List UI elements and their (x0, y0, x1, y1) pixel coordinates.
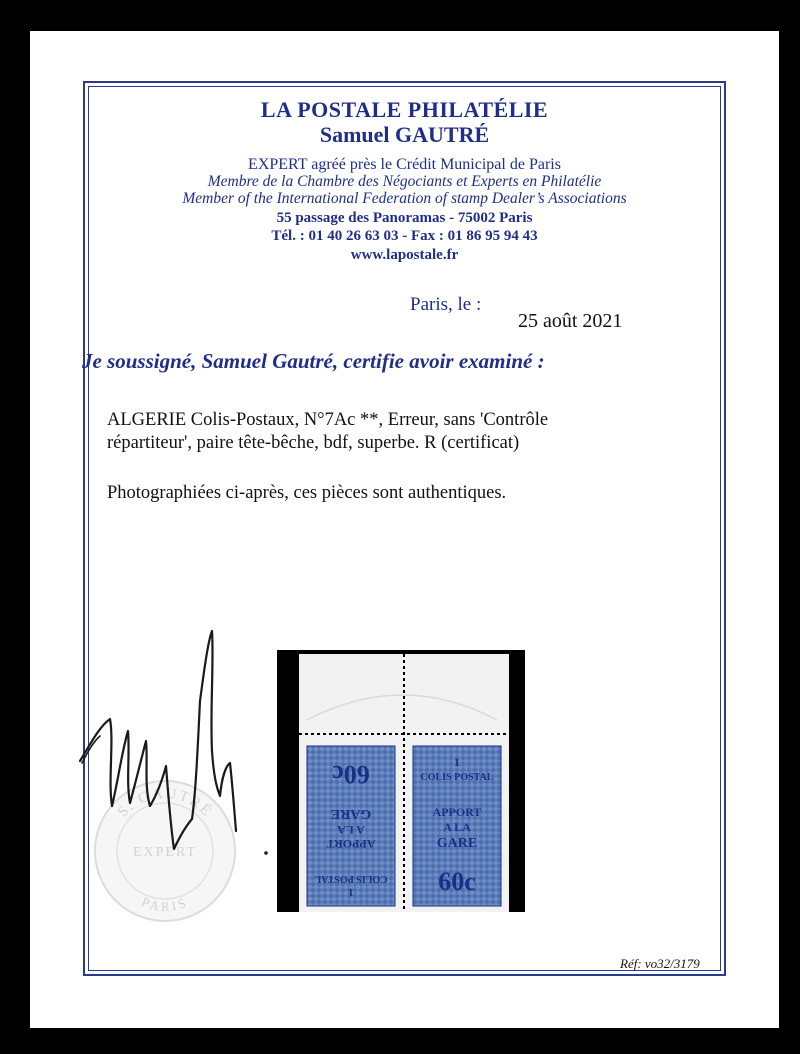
right-stamp-a-la: A LA (443, 820, 471, 834)
left-stamp-value: 60c (332, 760, 370, 789)
certificate-date: 25 août 2021 (518, 310, 623, 332)
seal-middle-text: EXPERT (132, 845, 198, 860)
left-stamp-number: 1 (348, 886, 354, 900)
right-stamp-number: 1 (454, 755, 460, 769)
left-stamp-a-la: A LA (337, 823, 365, 837)
seal-bottom-text: PARIS (139, 893, 191, 915)
right-stamp-value: 60c (438, 867, 476, 896)
right-stamp-gare: GARE (436, 836, 478, 851)
left-stamp-colis: COLIS POSTAL (314, 873, 388, 884)
left-stamp (307, 746, 395, 906)
membership-english: Member of the International Federation of stamp Dealer’s Associations (182, 190, 627, 207)
right-stamp (413, 746, 501, 906)
phone-fax: Tél. : 01 40 26 63 03 - Fax : 01 86 95 94 43 (271, 228, 538, 244)
address: 55 passage des Panoramas - 75002 Paris (276, 210, 533, 226)
description-line-2: répartiteur', paire tête-bêche, bdf, superbe. R (certificat) (107, 433, 520, 453)
accreditation-text: agréé près le Crédit Municipal de Paris (307, 156, 561, 173)
description-line-1: ALGERIE Colis-Postaux, N°7Ac **, Erreur, sans 'Contrôle (107, 410, 549, 430)
right-stamp-apport: APPORT (432, 805, 482, 819)
left-stamp-apport: APPORT (326, 837, 376, 851)
seal-top-text: S. GAUTRÉ (114, 785, 216, 821)
certificate-sheet (30, 31, 779, 1028)
handwritten-signature-icon (70, 591, 290, 891)
certification-statement: Je soussigné, Samuel Gautré, certifie avoir examiné : (82, 349, 545, 373)
authenticity-statement: Photographiées ci-après, ces pièces sont authentiques. (107, 483, 507, 503)
reference-number: Réf: vo32/3179 (620, 956, 700, 971)
place-label: Paris, le : (410, 294, 482, 315)
expert-name: Samuel GAUTRÉ (319, 122, 490, 147)
company-name: LA POSTALE PHILATÉLIE (260, 97, 549, 122)
tete-beche-stamp-pair (277, 650, 525, 912)
website-link[interactable]: www.lapostale.fr (350, 247, 459, 263)
expert-word: EXPERT (248, 156, 308, 173)
accreditation-line (30, 156, 779, 174)
right-stamp-colis: COLIS POSTAL (420, 772, 494, 783)
membership-french: Membre de la Chambre des Négociants et Experts en Philatélie (207, 173, 602, 190)
left-stamp-gare: GARE (330, 806, 372, 821)
